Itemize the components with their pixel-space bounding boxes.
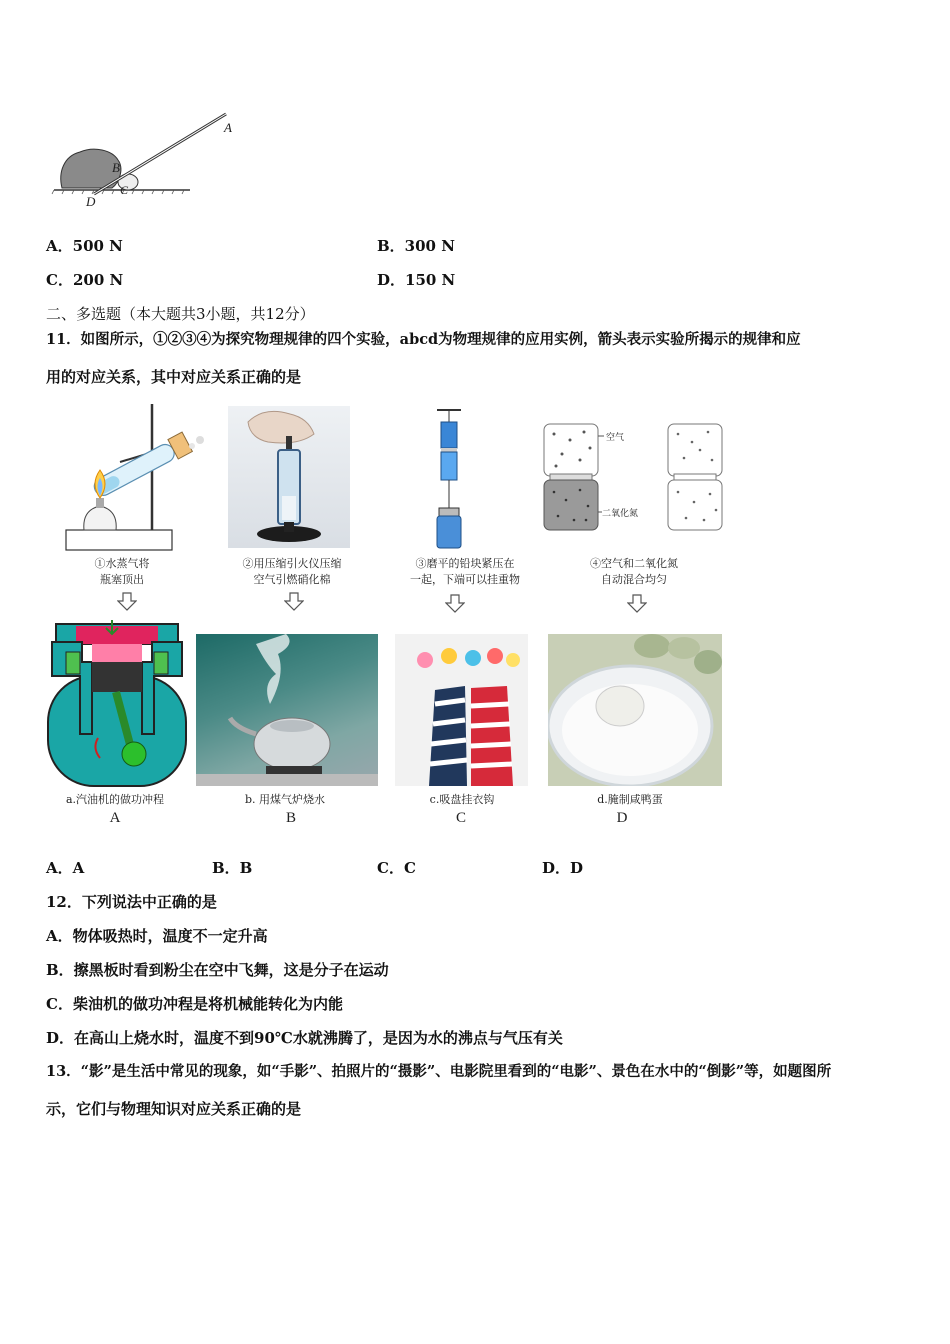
q12-option-b: B．擦黑板时看到粉尘在空中飞舞，这是分子在运动	[46, 961, 389, 979]
experiment-4-image	[540, 420, 730, 535]
q13-stem-line2: 示，它们与物理知识对应关系正确的是	[46, 1100, 302, 1118]
experiment-3-image	[405, 404, 495, 554]
app-c-caption: c.吸盘挂衣钩	[429, 793, 495, 806]
q10-option-a: A．500 N	[46, 237, 123, 255]
q11-option-a: A．A	[46, 859, 85, 877]
down-arrow-icon	[284, 592, 304, 612]
q11-stem-line1: 11．如图所示，①②③④为探究物理规律的四个实验，abcd为物理规律的应用实例，箭头表示实验所揭示的规律和应	[46, 331, 801, 348]
experiment-1-image	[60, 400, 210, 556]
q10-option-b: B．300 N	[377, 237, 455, 255]
exp4-air-label: 空气	[606, 433, 625, 443]
application-b-image	[196, 634, 378, 786]
section-title: 二、多选题（本大题共3小题，共12分）	[46, 305, 315, 323]
lever-label-c: C	[120, 183, 129, 197]
exp3-caption-line2: 一起，下端可以挂重物	[410, 573, 520, 586]
app-a-letter: A	[109, 810, 121, 826]
exp4-caption	[564, 556, 704, 588]
application-d-image	[548, 634, 722, 786]
application-c-image	[395, 634, 528, 786]
q11-option-c: C．C	[377, 859, 416, 877]
app-d-letter: D	[616, 810, 628, 826]
lever-label-b: B	[112, 160, 120, 175]
down-arrow-icon	[117, 592, 137, 612]
q12-option-c: C．柴油机的做功冲程是将机械能转化为内能	[46, 995, 343, 1013]
exp1-caption-line2: 瓶塞顶出	[100, 573, 144, 586]
lever-label-a: A	[224, 120, 232, 135]
app-b-caption: b. 用煤气炉烧水	[244, 793, 326, 806]
exp2-caption	[212, 556, 372, 588]
lever-figure	[50, 108, 250, 212]
app-b-letter: B	[285, 810, 296, 826]
experiment-2-image	[228, 406, 350, 548]
exp4-caption-line1: ④空气和二氧化氮	[590, 557, 678, 570]
app-d-caption: d.腌制咸鸭蛋	[597, 793, 663, 806]
lever-label-d: D	[86, 194, 96, 209]
q11-stem-line2: 用的对应关系，其中对应关系正确的是	[46, 368, 302, 386]
exp1-caption	[62, 556, 182, 588]
q12-option-d: D．在高山上烧水时，温度不到90℃水就沸腾了，是因为水的沸点与气压有关	[46, 1029, 563, 1047]
exp3-caption-line1: ③磨平的铅块紧压在	[415, 557, 515, 570]
down-arrow-icon	[627, 594, 647, 614]
q10-option-d: D．150 N	[377, 271, 456, 289]
down-arrow-icon	[445, 594, 465, 614]
exp1-caption-line1: ①水蒸气将	[94, 557, 150, 570]
q13-stem-line1: 13．“影”是生活中常见的现象，如“手影”、拍照片的“摄影”、电影院里看到的“电影”、景色在水中的“倒影”等，如题图所	[46, 1063, 832, 1080]
q12-stem: 12．下列说法中正确的是	[46, 893, 217, 911]
exp4-caption-line2: 自动混合均匀	[601, 573, 667, 586]
q10-option-c: C．200 N	[46, 271, 124, 289]
q12-option-a: A．物体吸热时，温度不一定升高	[46, 927, 268, 945]
app-c-letter: C	[455, 810, 466, 826]
app-a-caption: a.汽油机的做功冲程	[65, 793, 165, 806]
exp4-no2-label: 二氧化氮	[602, 509, 639, 519]
exp2-caption-line1: ②用压缩引火仪压缩	[242, 557, 342, 570]
exp2-caption-line2: 空气引燃硝化棉	[253, 573, 331, 586]
q11-option-b: B．B	[212, 859, 253, 877]
exp3-caption	[380, 556, 550, 588]
application-a-image	[46, 616, 188, 788]
q11-option-d: D．D	[542, 859, 584, 877]
